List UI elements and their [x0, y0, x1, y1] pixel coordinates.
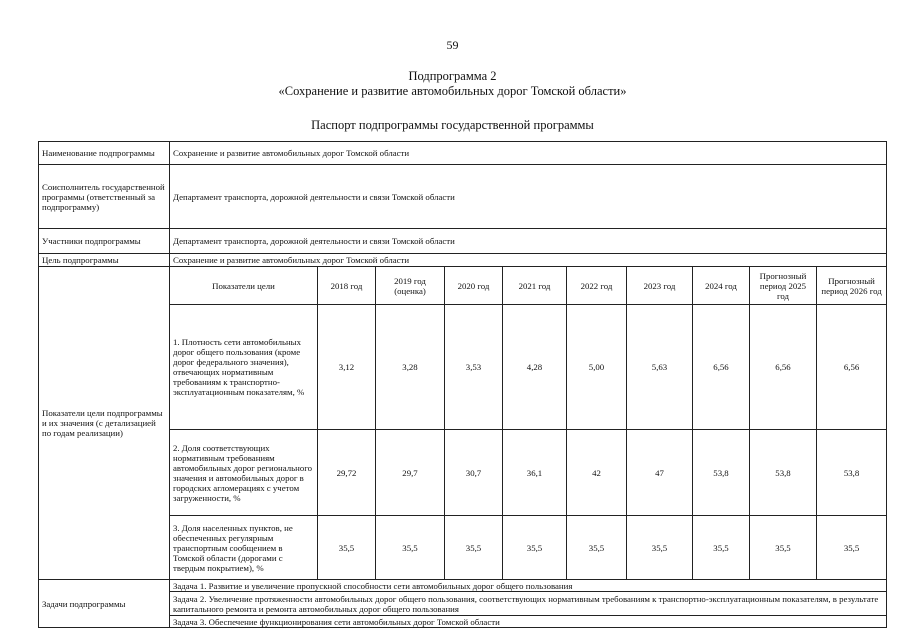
indicator-name: 2. Доля соответствующих нормативным требованиям автомобильных дорог регионального значения и автомобильных дорог в городских агломерациях с учетом загруженности, % — [170, 430, 318, 516]
indicator-value: 3,28 — [376, 305, 445, 430]
row-coexecutor — [39, 165, 887, 229]
indicator-value: 36,1 — [503, 430, 567, 516]
page-number: 59 — [446, 38, 459, 52]
indicator-value: 6,56 — [693, 305, 750, 430]
indicator-name: 3. Доля населенных пунктов, не обеспеченных регулярным транспортным сообщением в Томской области (дорогами с твердым покрытием), % — [170, 516, 318, 580]
indicator-name-header: Показатели цели — [170, 267, 318, 305]
indicator-value: 47 — [627, 430, 693, 516]
indicator-value: 35,5 — [567, 516, 627, 580]
year-header: 2024 год — [693, 267, 750, 305]
year-header: 2020 год — [445, 267, 503, 305]
year-header: 2018 год — [318, 267, 376, 305]
indicator-value: 53,8 — [750, 430, 817, 516]
indicator-value: 6,56 — [817, 305, 887, 430]
passport-title: Паспорт подпрограммы государственной программы — [311, 118, 594, 132]
subprogram-title: «Сохранение и развитие автомобильных дорог Томской области» — [278, 84, 627, 98]
row-coexecutor-label: Соисполнитель государственной программы (ответственный за подпрограмму) — [39, 165, 170, 229]
subprogram-heading — [0, 69, 905, 99]
passport-table — [38, 141, 887, 628]
year-header: 2023 год — [627, 267, 693, 305]
row-goal-label: Цель подпрограммы — [39, 254, 170, 267]
indicator-value: 5,63 — [627, 305, 693, 430]
indicator-value: 29,72 — [318, 430, 376, 516]
row-name — [39, 142, 887, 165]
row-name-value: Сохранение и развитие автомобильных дорог Томской области — [170, 142, 887, 165]
indicator-value: 42 — [567, 430, 627, 516]
indicator-value: 29,7 — [376, 430, 445, 516]
indicator-value: 35,5 — [627, 516, 693, 580]
row-participants-value: Департамент транспорта, дорожной деятельности и связи Томской области — [170, 229, 887, 254]
indicator-value: 35,5 — [693, 516, 750, 580]
indicator-value: 35,5 — [376, 516, 445, 580]
indicator-name: 1. Плотность сети автомобильных дорог общего пользования (кроме дорог федерального значения), отвечающих нормативным требованиям к транспортно-эксплуатационным показателям, % — [170, 305, 318, 430]
indicator-value: 35,5 — [817, 516, 887, 580]
year-header: Прогнозный период 2025 год — [750, 267, 817, 305]
indicator-value: 5,00 — [567, 305, 627, 430]
row-name-label: Наименование подпрограммы — [39, 142, 170, 165]
indicators-label: Показатели цели подпрограммы и их значения (с детализацией по годам реализации) — [39, 267, 170, 580]
task-item: Задача 2. Увеличение протяженности автомобильных дорог общего пользования, соответствующих нормативным требованиям к транспортно-эксплуатационным показателям, в результате капитального ремонта и ремонта автомобильных дорог общего пользования — [170, 592, 887, 616]
indicator-value: 53,8 — [817, 430, 887, 516]
indicator-value: 30,7 — [445, 430, 503, 516]
year-header: 2021 год — [503, 267, 567, 305]
indicator-value: 35,5 — [750, 516, 817, 580]
row-goal-value: Сохранение и развитие автомобильных дорог Томской области — [170, 254, 887, 267]
indicator-value: 35,5 — [318, 516, 376, 580]
task-item: Задача 1. Развитие и увеличение пропускной способности сети автомобильных дорог общего пользования — [170, 580, 887, 592]
row-coexecutor-value: Департамент транспорта, дорожной деятельности и связи Томской области — [170, 165, 887, 229]
indicator-value: 3,53 — [445, 305, 503, 430]
indicator-value: 35,5 — [445, 516, 503, 580]
indicator-value: 3,12 — [318, 305, 376, 430]
indicator-value: 35,5 — [503, 516, 567, 580]
subprogram-number: Подпрограмма 2 — [408, 69, 497, 83]
row-participants — [39, 229, 887, 254]
indicator-value: 6,56 — [750, 305, 817, 430]
task-row-1 — [39, 580, 887, 592]
row-goal — [39, 254, 887, 267]
row-participants-label: Участники подпрограммы — [39, 229, 170, 254]
task-item: Задача 3. Обеспечение функционирования сети автомобильных дорог Томской области — [170, 616, 887, 628]
year-header: 2022 год — [567, 267, 627, 305]
tasks-label: Задачи подпрограммы — [39, 580, 170, 628]
year-header: Прогнозный период 2026 год — [817, 267, 887, 305]
year-header: 2019 год (оценка) — [376, 267, 445, 305]
indicator-value: 4,28 — [503, 305, 567, 430]
indicator-value: 53,8 — [693, 430, 750, 516]
indicators-header-row — [39, 267, 887, 305]
